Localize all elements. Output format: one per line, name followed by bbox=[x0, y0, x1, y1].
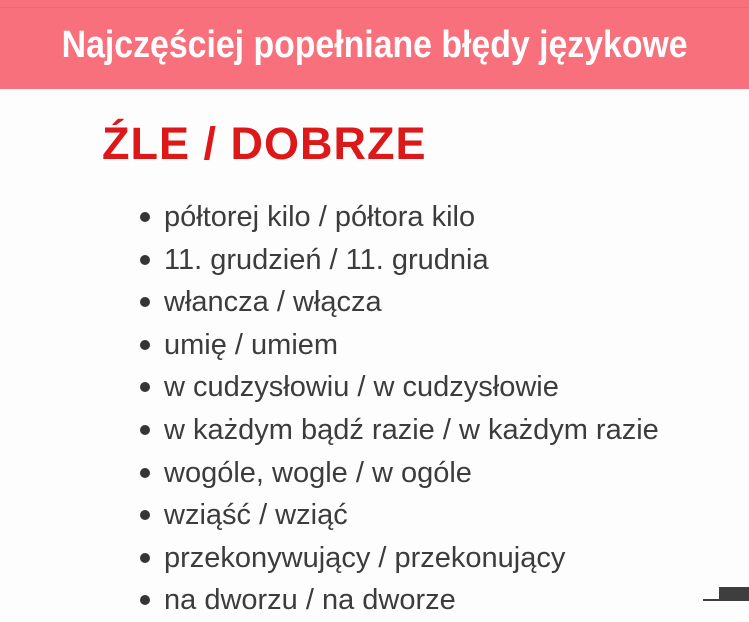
section-heading: ŹLE / DOBRZE bbox=[102, 118, 427, 169]
list-item: w każdym bądź razie / w każdym razie bbox=[140, 409, 659, 452]
page-title: Najczęściej popełniane błędy językowe bbox=[61, 24, 688, 66]
title-banner bbox=[0, 0, 749, 89]
list-item: półtorej kilo / półtora kilo bbox=[140, 196, 659, 239]
list-item: 11. grudzień / 11. grudnia bbox=[140, 239, 659, 282]
error-list bbox=[140, 196, 659, 622]
list-item: wziąść / wziąć bbox=[140, 494, 659, 537]
list-item: przekonywujący / przekonujący bbox=[140, 537, 659, 580]
list-item: w cudzysłowiu / w cudzysłowie bbox=[140, 366, 659, 409]
list-item: na dworzu / na dworze bbox=[140, 579, 659, 622]
corner-watermark-fragment bbox=[719, 587, 749, 601]
banner-seam-line bbox=[0, 7, 749, 8]
list-item: umię / umiem bbox=[140, 324, 659, 367]
list-item: włancza / włącza bbox=[140, 281, 659, 324]
list-item: wogóle, wogle / w ogóle bbox=[140, 452, 659, 495]
